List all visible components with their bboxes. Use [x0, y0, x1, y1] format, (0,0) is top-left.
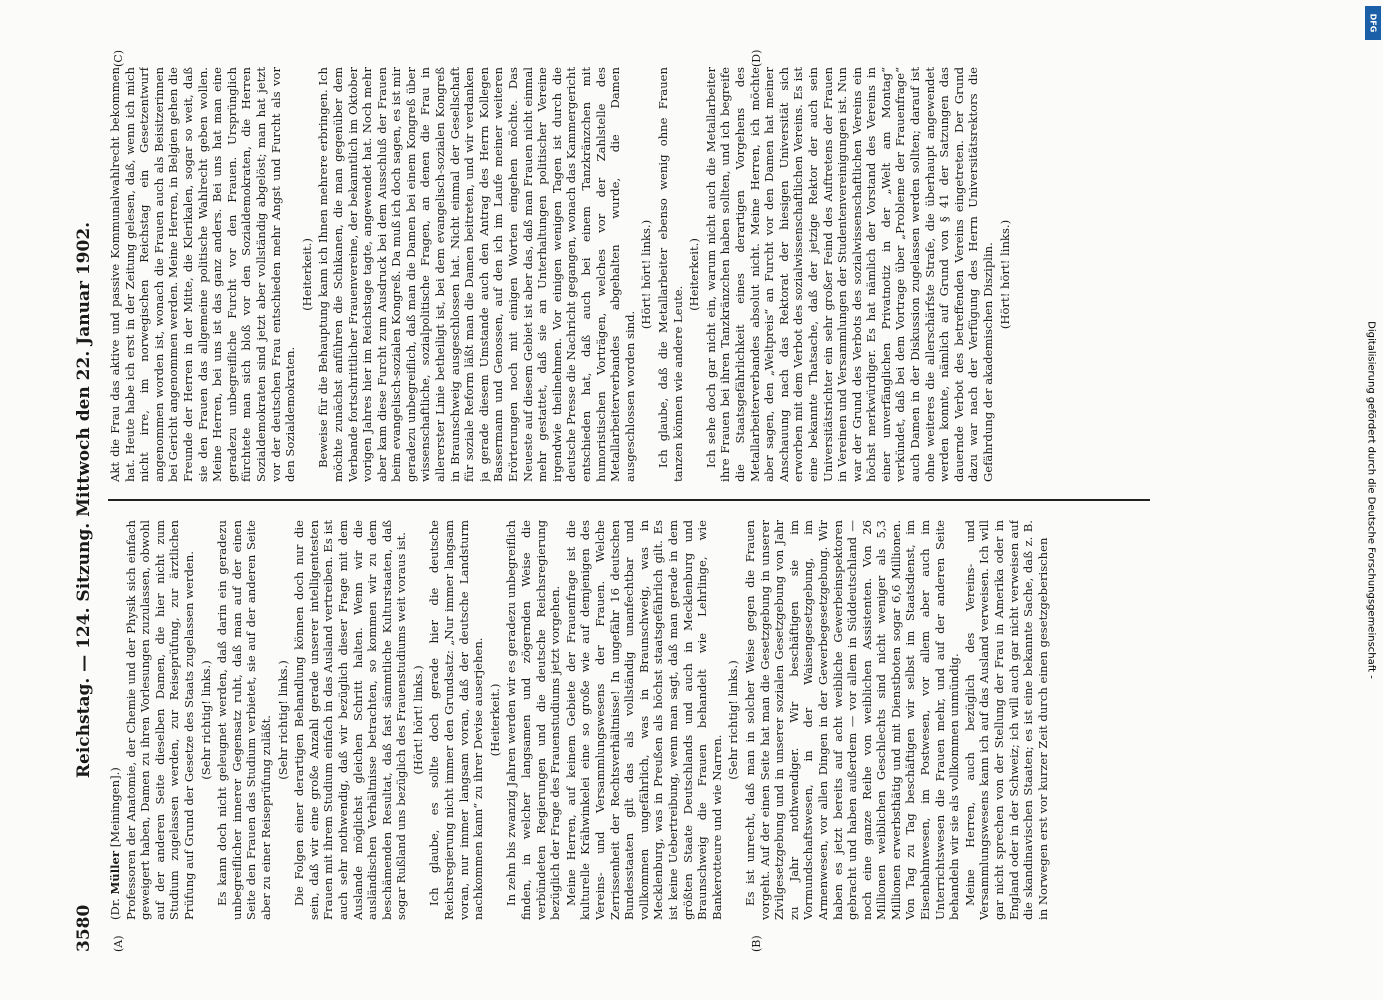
paragraph: Meine Herren, auch bezüglich des Vereins- und Versammlungswesens kann ich auf das Ausland verweisen. Ich will gar nicht sprechen von der Stellung der Frau in Amerika oder in England oder in der Schweiz; ich will auch gar nicht verweisen auf die skandinavischen Staaten; es ist eine bekannte Sache, daß z. B. in Norwegen erst vor kurzer Zeit durch einen gesetzgeberischen — [962, 520, 1050, 920]
digitization-credit: Digitalisierung gefördert durch die Deutsche Forschungsgemeinschaft - — [1365, 321, 1377, 679]
interjection: (Hört! hört! links.) — [639, 219, 654, 330]
paragraph: Professoren der Anatomie, der Chemie und der Physik sich einfach geweigert haben, Damen zu ihren Vorlesungen zuzulassen, obwohl auf der anderen Seite dieselben Damen, die hier nicht zum Studium zugelassen werden, zur Reiseprüfung, zur ärztlichen Prüfung auf Grund der Gesetze des Staats zugelassen werden. — [123, 520, 196, 920]
speaker-prefix: (Dr. — [108, 898, 122, 920]
paragraph: Es kann doch nicht geleugnet werden, daß darin ein geradezu unbegreiflicher innerer Gegensatz ruht, daß man auf der einen Seite den Frauen das Studium verbietet, sie auf der anderen Seite aber zu einer Reiseprüfung zuläßt. — [215, 520, 273, 920]
interjection: (Heiterkeit.) — [487, 683, 502, 757]
dfg-logo-text: DFG — [1368, 13, 1378, 33]
paragraph: Es ist unrecht, daß man in solcher Weise gegen die Frauen vorgeht. Auf der einen Seite hat man die Gesetzgebung in unserer Zivilgesetzgebung und in unserer sozialen Gesetzgebung von Jahr zu Jahr nothwendiger. Wir beschäftigen sie im Vormundschaftswesen, in der Waisengesetzgebung, im Armenwesen, vor allen Dingen in der Gewerbegesetzgebung. Wir haben es jetzt bereits auf acht weibliche Gewerbeinspektoren gebracht und haben außerdem — vor allem in Süddeutschland — noch eine ganze Reihe von weiblichen Assistenten. Von 26 Millionen weiblichen Geschlechts sind nicht weniger als 5,3 Millionen erwerbsthätig und mit Dienstboten sogar 6,6 Millionen. Von Tag zu Tag beschäftigen wir selbst im Staatsdienst, im Eisenbahnwesen, im Postwesen, vor allem aber auch im Unterrichtswesen die Frauen mehr, und auf der anderen Seite behandeln wir sie als vollkommen unmündig. — [742, 520, 962, 920]
interjection: (Sehr richtig! links.) — [275, 660, 290, 780]
paragraph: Ich sehe doch gar nicht ein, warum nicht auch die Metallarbeiter ihre Frauen bei ihren Tanzkränzchen haben sollten, und ich begreife die Staatsgefährlichkeit eines derartigen Vorgehens des Metallarbeiterverbandes absolut nicht. Meine Herren, ich möchte aber sagen, den „Weltpreis“ an Furcht vor den Damen hat meiner Anschauung nach das Rektorat der hiesigen Universität sich erworben mit dem Verbot des sozialwissenschaftlichen Vereins. Es ist eine bekannte Thatsache, daß der jetzige Rektor der auch sein Universitätsrichter ein sehr großer Feind des Auftretens der Frauen in Vereinen und Versammlungen der Studentenvereinigungen ist. Nun war der Grund des Verbots des sozialwissenschaftlichen Vereins ein höchst merkwürdiger. Es hat nämlich der Vorstand des Vereins in einer unverfänglichen Privatnotiz in der „Welt am Montag“ verkündet, daß bei dem Vortrage über „Probleme der Frauenfrage“ auch Damen in der Diskussion zugelassen werden sollten; darauf ist ohne weiteres die allerschärfste Strafe, die überhaupt angewendet werden konnte, nämlich auf Grund von § 41 der Satzungen das dauernde Verbot des betreffenden Vereins eingetreten. Der Grund dazu war nach der Verfügung des Herrn Universitätsrektors die Gefährdung der akademischen Disziplin. — [703, 67, 996, 482]
paragraph: Akt die Frau das aktive und passive Kommunalwahlrecht bekommen hat. Heute habe ich erst in der Zeitung gelesen, daß, wenn ich mich nicht irre, im norwegischen Reichstag ein Gesetzentwurf angenommen worden ist, wonach die Frauen auch als Beisitzerinnen bei Gericht angenommen werden. Meine Herren, in Belgien gehen die Freunde der Herren in der Mitte, die Klerikalen, sogar so weit, daß sie den Frauen das allgemeine politische Wahlrecht geben wollen. Meine Herren, bei uns ist das ganz anders. Bei uns hat man eine geradezu unbegreifliche Furcht vor den Frauen. Ursprünglich fürchtete man sich bloß vor den Sozialdemokraten, die Herren Sozialdemokraten sind jetzt aber vollständig abgelöst; man hat jetzt vor der deutschen Frau entschieden mehr Angst und Furcht als vor den Sozialdemokraten. — [108, 67, 298, 482]
page-header — [74, 48, 100, 952]
paragraph: Ich glaube, daß die Metallarbeiter ebenso wenig ohne Frauen tanzen können wie andere Leute. — [655, 67, 685, 482]
paragraph: Beweise für die Behauptung kann ich Ihnen mehrere erbringen. Ich möchte zunächst anführen die Schikanen, die man gegenüber dem Verbande fortschrittlicher Frauenvereine, der bekanntlich im Oktober vorigen Jahres hier im Reichstage tagte, angewendet hat. Noch mehr aber kam diese Furcht zum Ausdruck bei dem Ausschluß der Frauen beim evangelisch-sozialen Kongreß. Da muß ich doch sagen, es ist mir geradezu unbegreiflich, daß man die Damen bei einem Kongreß über wissenschaftliche, sozialpolitische Fragen, an denen die Frau in allererster Linie betheiligt ist, bei dem evangelisch-sozialen Kongreß in Braunschweig ausgeschlossen hat. Nicht einmal der Gesellschaft für soziale Reform läßt man die Damen beitreten, und wir verdanken ja gerade diesem Umstande auch den Antrag des Herrn Kollegen Bassermann und Genossen, auf den ich im Laufe meiner weiteren Erörterungen noch mit einigen Worten eingehen möchte. Das Neueste auf diesem Gebiet ist aber das, daß man Frauen nicht einmal mehr gestattet, daß sie an Unterhaltungen politischer Vereine irgendwie theilnehmen. Vor einigen wenigen Tagen ist durch die deutsche Presse die Nachricht gegangen, wonach das Kammergericht entschieden hat, daß auch bei einem Tanzkränzchen mit humoristischen Vorträgen, welches vor der Zahlstelle des Metallarbeiterverbandes abgehalten wurde, die Damen ausgeschlossen worden sind. — [316, 67, 637, 482]
dfg-logo-icon — [1365, 6, 1381, 40]
interjection: (Hört! hört! links.) — [997, 219, 1012, 330]
interjection: (Heiterkeit.) — [299, 238, 314, 311]
margin-label-a: (A) — [112, 935, 125, 952]
speaker-line — [108, 520, 123, 920]
interjection: (Sehr richtig! links.) — [198, 660, 213, 780]
paragraph: In zehn bis zwanzig Jahren werden wir es geradezu unbegreiflich finden, in welcher langsamen und zögernden Weise die verbündeten Regierungen und die deutsche Reichsregierung bezüglich der Frage des Frauenstudiums jetzt vorgehen. — [504, 520, 563, 920]
speaker-name: Müller — [108, 850, 122, 895]
digitization-credit-bar — [1361, 0, 1381, 1000]
paragraph: Meine Herren, auf keinem Gebiete der Frauenfrage ist die kulturelle Krähwinkelei eine so große wie auf demjenigen des Vereins- und Versammlungswesens der Frauen. Welche Zerrissenheit der Rechtsverhältnisse! In ungefähr 16 deutschen Bundesstaaten gilt das als vollständig unanfechtbar und vollkommen ungefährlich, was in Braunschweig, was in Mecklenburg, was in Preußen als höchst staatsgefährlich gilt. Es ist keine Uebertreibung, wenn man sagt, daß man gerade in dem größten Staate Deutschlands und auch in Mecklenburg und Braunschweig die Frauen behandelt wie Lehrlinge, wie Bankerotteure und wie Narren. — [563, 520, 724, 920]
page-title: Reichstag. — 124. Sitzung. Mittwoch den 22. Januar 1902. — [74, 221, 94, 779]
speaker-suffix: [Meiningen].) — [108, 767, 122, 848]
interjection: (Heiterkeit.) — [687, 238, 702, 311]
interjection: (Sehr richtig! links.) — [726, 660, 741, 780]
column-divider — [108, 499, 1150, 501]
left-column — [108, 520, 1322, 920]
page-number: 3580 — [74, 904, 94, 952]
margin-label-d: (D) — [750, 49, 763, 67]
paragraph: Die Folgen einer derartigen Behandlung können doch nur die sein, daß wir eine große Anzahl gerade unserer intelligentesten Frauen mit ihrem Studium einfach in das Ausland vertreiben. Es ist auch sehr nothwendig, daß wir bezüglich dieser Frage mit dem Auslande möglichst gleichen Schritt halten. Wenn wir die ausländischen Verhältnisse betrachten, so kommen wir zu dem beschämenden Resultat, daß fast sämmtliche Kulturstaaten, daß sogar Rußland uns bezüglich des Frauenstudiums weit voraus ist. — [292, 520, 409, 920]
margin-label-b: (B) — [750, 935, 763, 952]
right-column — [108, 67, 1322, 482]
interjection: (Hört! hört! links.) — [410, 665, 425, 775]
paragraph: Ich glaube, es sollte doch gerade hier die deutsche Reichsregierung nicht immer den Grundsatz: „Nur immer langsam voran, nur immer langsam voran, daß der deutsche Landsturm nachkommen kann“ zu ihrer Devise auserjehen. — [427, 520, 486, 920]
margin-label-c: (C) — [112, 50, 125, 67]
rotated-page — [60, 40, 1330, 960]
